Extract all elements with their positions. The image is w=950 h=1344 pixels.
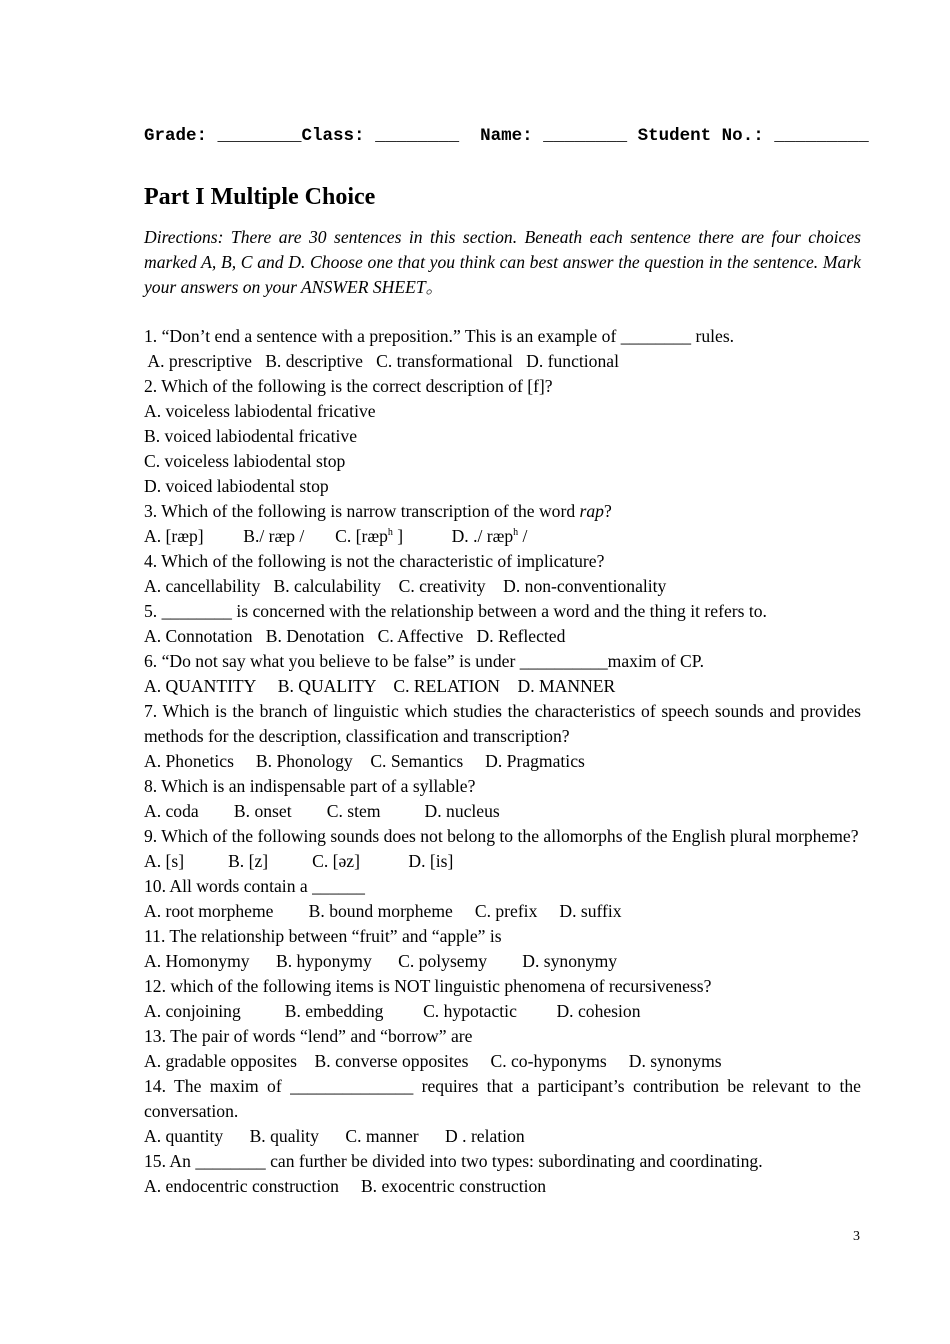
- option: C. Affective: [377, 626, 464, 646]
- option: B. QUALITY: [277, 676, 376, 696]
- question-15: 15. An ________ can further be divided into two types: subordinating and coordinating.: [144, 1151, 763, 1171]
- name-label: Name:: [480, 126, 533, 146]
- question-3-text: 3. Which of the following is narrow transcription of the word: [144, 501, 580, 521]
- option: C. [əz]: [312, 851, 360, 871]
- option: B. hyponymy: [275, 951, 372, 971]
- question-7-options: [144, 749, 861, 774]
- name-blank: ________: [543, 126, 628, 146]
- option: A. [s]: [144, 851, 185, 871]
- option: D. nucleus: [424, 801, 500, 821]
- option: C. hypotactic: [423, 1001, 517, 1021]
- question-3-word: rap: [579, 501, 604, 521]
- option: B. calculability: [273, 576, 381, 596]
- option: A. root morpheme: [144, 901, 274, 921]
- option: C. voiceless labiodental stop: [144, 451, 346, 471]
- option: A. endocentric construction: [144, 1176, 339, 1196]
- student-no-blank: _________: [774, 126, 869, 146]
- question-6: 6. “Do not say what you believe to be false” is under __________maxim of CP.: [144, 651, 704, 671]
- question-9: 9. Which of the following sounds does not belong to the allomorphs of the English plural morpheme?: [144, 826, 859, 846]
- option: D. suffix: [559, 901, 622, 921]
- option: C. [ræp$^h$ ]: [335, 526, 404, 546]
- option: D. Pragmatics: [485, 751, 585, 771]
- option: C. co-hyponyms: [490, 1051, 607, 1071]
- option: D. synonymy: [522, 951, 618, 971]
- grade-label: Grade:: [144, 126, 208, 146]
- question-7: 7. Which is the branch of linguistic which studies the characteristics of speech sounds and provides methods for the description, classification and transcription?: [144, 701, 861, 746]
- option: C. creativity: [398, 576, 486, 596]
- option: B. exocentric construction: [360, 1176, 547, 1196]
- question-10-options: [144, 899, 861, 924]
- question-5-options: [144, 624, 861, 649]
- part-title: Part I Multiple Choice: [144, 184, 376, 210]
- page-number: 3: [853, 1229, 860, 1244]
- option: D. functional: [526, 351, 619, 371]
- question-11-options: [144, 949, 861, 974]
- option: A. [ræp]: [144, 526, 204, 546]
- option: B. converse opposites: [314, 1051, 469, 1071]
- class-blank: ________: [375, 126, 460, 146]
- grade-blank: ________: [217, 126, 302, 146]
- option: B. embedding: [284, 1001, 384, 1021]
- question-1: 1. “Don’t end a sentence with a preposition.” This is an example of ________ rules.: [144, 326, 735, 346]
- option: B./ ræp /: [243, 526, 305, 546]
- option: C. transformational: [376, 351, 513, 371]
- question-4-options: [144, 574, 861, 599]
- option: A. Connotation: [144, 626, 253, 646]
- question-15-options: [144, 1174, 861, 1199]
- option: C. stem: [326, 801, 381, 821]
- student-info-header: [144, 126, 869, 146]
- question-12: 12. which of the following items is NOT linguistic phenomena of recursiveness?: [144, 976, 712, 996]
- question-6-options: [144, 674, 861, 699]
- question-8: 8. Which is an indispensable part of a syllable?: [144, 776, 476, 796]
- question-9-options: [144, 849, 861, 874]
- option: B. voiced labiodental fricative: [144, 426, 357, 446]
- option: B. [z]: [228, 851, 269, 871]
- option: D. cohesion: [556, 1001, 641, 1021]
- option: A. quantity: [144, 1126, 224, 1146]
- option: A. coda: [144, 801, 199, 821]
- question-14: 14. The maxim of ______________ requires that a participant’s contribution be relevant to the conversation.: [144, 1076, 861, 1121]
- option: A. prescriptive: [144, 351, 252, 371]
- question-8-options: [144, 799, 861, 824]
- option: C. manner: [345, 1126, 419, 1146]
- question-3-options: [144, 524, 861, 549]
- option: B. quality: [249, 1126, 319, 1146]
- option: D. synonyms: [628, 1051, 722, 1071]
- question-10: 10. All words contain a ______: [144, 876, 365, 896]
- question-3-end: ?: [603, 501, 612, 521]
- option: A. conjoining: [144, 1001, 241, 1021]
- option: B. onset: [233, 801, 292, 821]
- option: B. bound morpheme: [308, 901, 453, 921]
- question-3: [144, 499, 861, 524]
- question-12-options: [144, 999, 861, 1024]
- option: D. [is]: [408, 851, 454, 871]
- option: C. prefix: [474, 901, 538, 921]
- option: B. Phonology: [255, 751, 353, 771]
- class-label: Class:: [301, 126, 365, 146]
- question-14-options: [144, 1124, 861, 1149]
- option: D . relation: [445, 1126, 525, 1146]
- option: D. non-conventionality: [503, 576, 667, 596]
- directions: Directions: There are 30 sentences in this section. Beneath each sentence there are four choices marked A, B, C and D. Choose one that you think can best answer the question in the sentence. Mark your answers on your ANSWER SHEET。: [144, 227, 861, 297]
- question-list: [144, 324, 861, 1199]
- option: C. polysemy: [398, 951, 488, 971]
- option: B. Denotation: [265, 626, 365, 646]
- option: A. cancellability: [144, 576, 261, 596]
- student-no-label: Student No.:: [637, 126, 764, 146]
- option: C. Semantics: [370, 751, 464, 771]
- option: A. Homonymy: [144, 951, 250, 971]
- option: D. voiced labiodental stop: [144, 476, 329, 496]
- option: D. ./ ræp$^h$ /: [451, 526, 528, 546]
- question-2: 2. Which of the following is the correct description of [f]?: [144, 376, 553, 396]
- question-1-options: [144, 349, 861, 374]
- option: D. MANNER: [517, 676, 616, 696]
- option: A. Phonetics: [144, 751, 234, 771]
- question-13: 13. The pair of words “lend” and “borrow” are: [144, 1026, 473, 1046]
- question-4: 4. Which of the following is not the characteristic of implicature?: [144, 551, 605, 571]
- question-11: 11. The relationship between “fruit” and “apple” is: [144, 926, 502, 946]
- option: A. gradable opposites: [144, 1051, 297, 1071]
- option: A. voiceless labiodental fricative: [144, 401, 376, 421]
- option: A. QUANTITY: [144, 676, 256, 696]
- option: B. descriptive: [265, 351, 363, 371]
- question-13-options: [144, 1049, 861, 1074]
- option: D. Reflected: [476, 626, 566, 646]
- question-5: 5. ________ is concerned with the relationship between a word and the thing it refers to.: [144, 601, 767, 621]
- option: C. RELATION: [393, 676, 500, 696]
